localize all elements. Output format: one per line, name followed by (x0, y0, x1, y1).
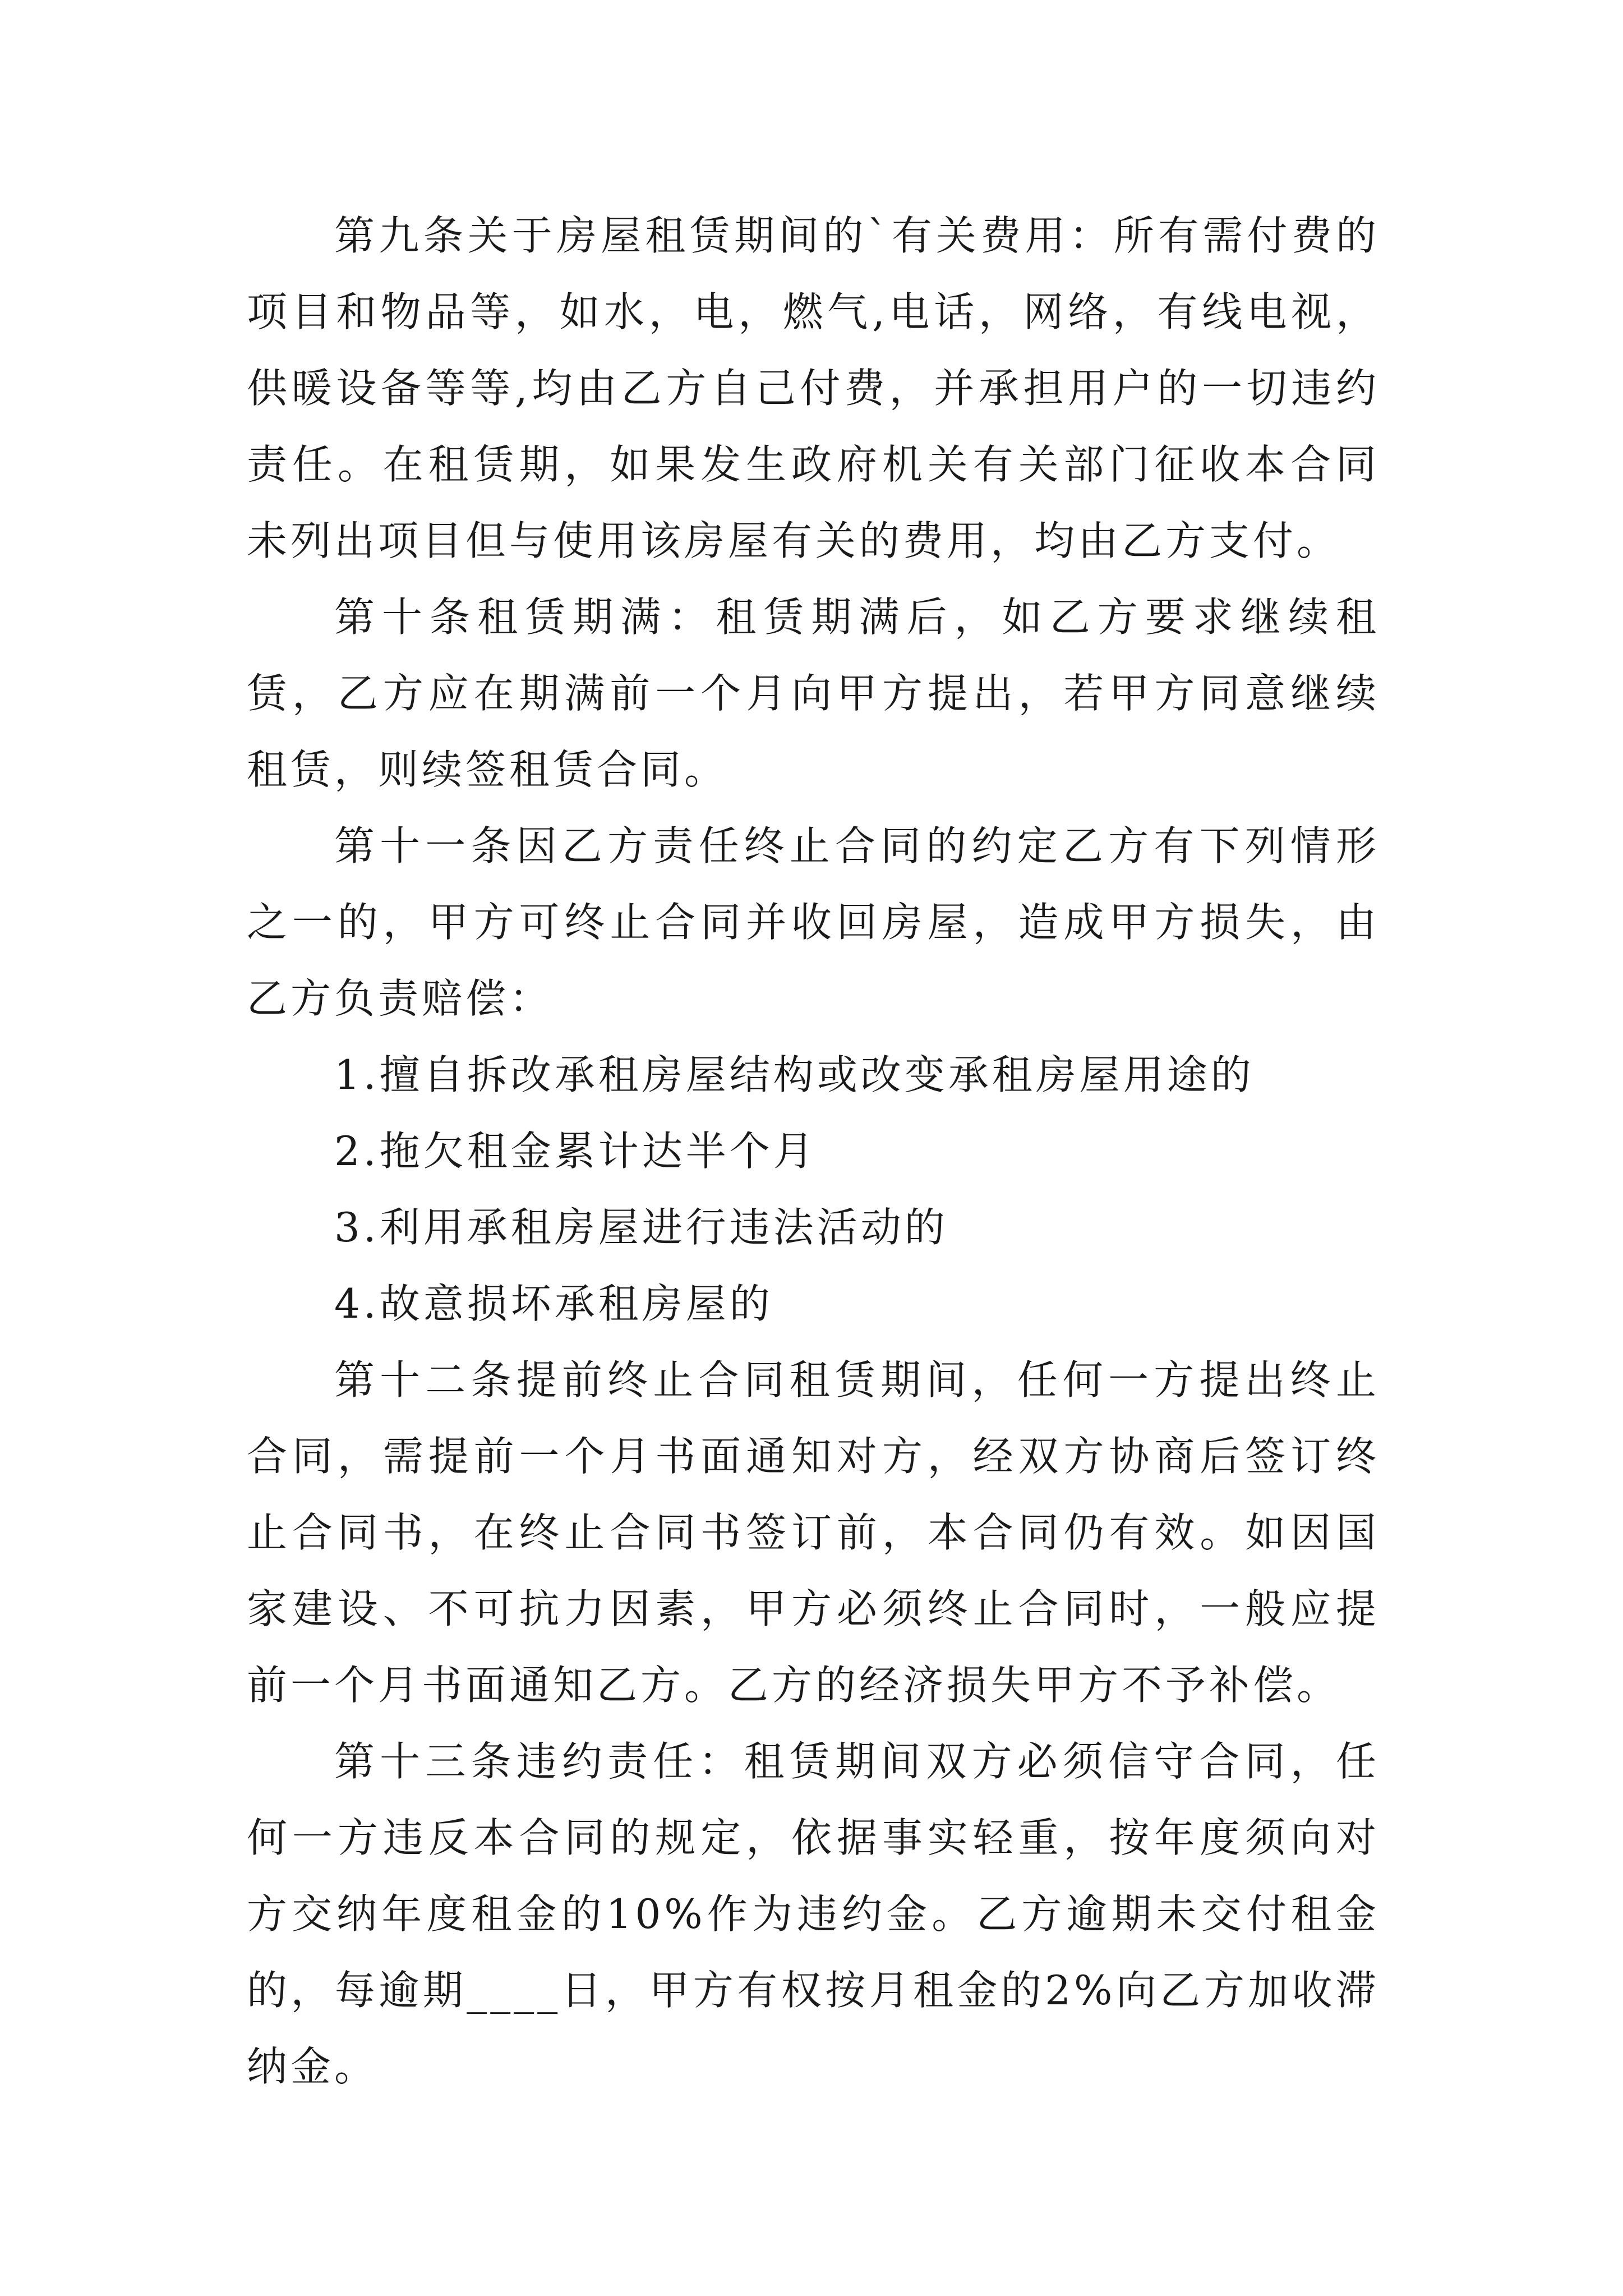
document-body (247, 197, 1380, 2105)
paragraph-article-11: 第十一条因乙方责任终止合同的约定乙方有下列情形之一的，甲方可终止合同并收回房屋，造成甲方损失，由乙方负责赔偿： (247, 822, 1380, 1022)
paragraph-article-9: 第九条关于房屋租赁期间的`有关费用：所有需付费的项目和物品等，如水，电，燃气,电话，网络，有线电视，供暖设备等等,均由乙方自己付费，并承担用户的一切违约责任。在租赁期，如果发生政府机关有关部门征收本合同未列出项目但与使用该房屋有关的费用，均由乙方支付。 (247, 212, 1380, 564)
paragraph-article-12: 第十二条提前终止合同租赁期间，任何一方提出终止合同，需提前一个月书面通知对方，经双方协商后签订终止合同书，在终止合同书签订前，本合同仍有效。如因国家建设、不可抗力因素，甲方必须终止合同时，一般应提前一个月书面通知乙方。乙方的经济损失甲方不予补偿。 (247, 1356, 1380, 1709)
list-item-2: 2.拖欠租金累计达半个月 (334, 1128, 817, 1175)
paragraph-article-10: 第十条租赁期满：租赁期满后，如乙方要求继续租赁，乙方应在期满前一个月向甲方提出，若甲方同意继续租赁，则续签租赁合同。 (247, 593, 1380, 793)
list-item-3: 3.利用承租房屋进行违法活动的 (334, 1204, 948, 1251)
paragraph-article-13: 第十三条违约责任：租赁期间双方必须信守合同，任何一方违反本合同的规定，依据事实轻重，按年度须向对方交纳年度租金的10%作为违约金。乙方逾期未交付租金的，每逾期____日，甲方有权按月租金的2%向乙方加收滞纳金。 (247, 1738, 1380, 2090)
list-item-1: 1.擅自拆改承租房屋结构或改变承租房屋用途的 (334, 1051, 1255, 1098)
list-item-4: 4.故意损坏承租房屋的 (334, 1280, 773, 1327)
